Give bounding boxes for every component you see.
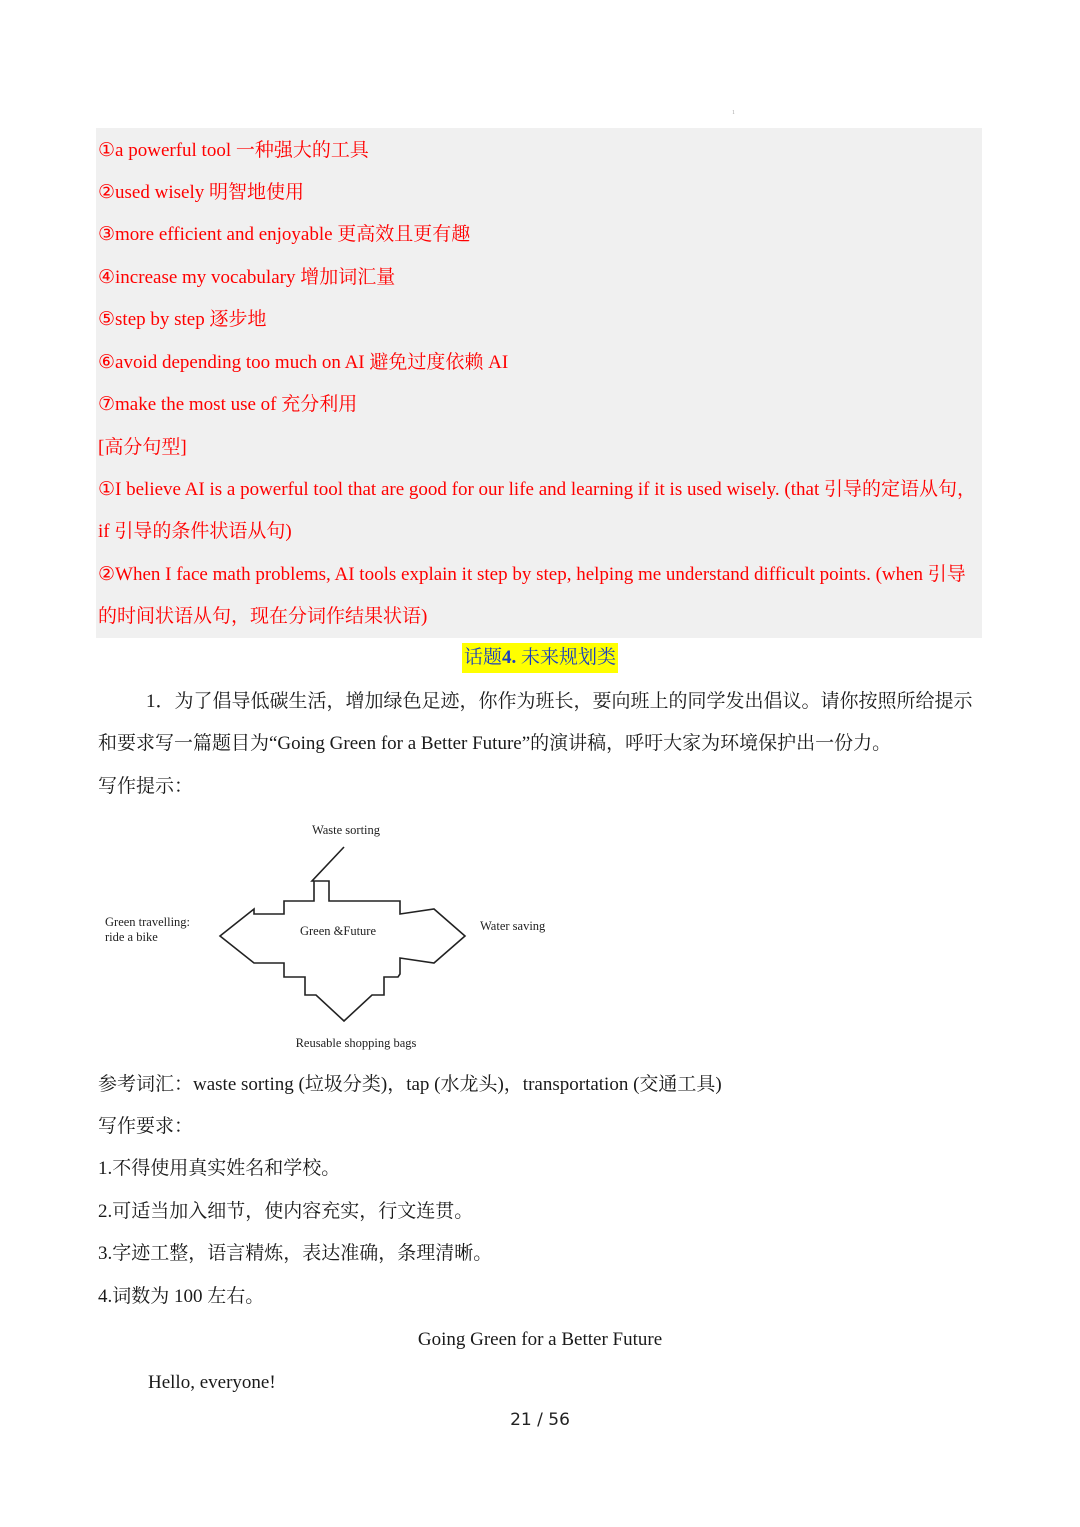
topic-name: 未来规划类 <box>521 647 617 668</box>
label-reusable-bags: Reusable shopping bags <box>295 1036 417 1050</box>
topic-heading-row <box>0 643 1080 673</box>
phrase-item: ③more efficient and enjoyable 更高效且更有趣 <box>98 224 471 245</box>
phrase-item: ⑤step by step 逐步地 <box>98 309 267 330</box>
requirement-item: 2.可适当加入细节，使内容充实，行文连贯。 <box>98 1201 474 1222</box>
sentence-1-line-2: if 引导的条件状语从句) <box>98 521 292 542</box>
essay-greeting: Hello, everyone! <box>148 1372 276 1393</box>
topic-prefix: 话题 <box>463 647 502 668</box>
sentence-1-line-1: ①I believe AI is a powerful tool that are good for our life and learning if it is used wisely. (that 引导的定语从句， <box>98 479 976 500</box>
topic-heading <box>462 643 618 673</box>
label-water-saving: Water saving <box>480 919 546 933</box>
task-line-2: 和要求写一篇题目为“Going Green for a Better Future”的演讲稿，呼吁大家为环境保护出一份力。 <box>98 733 892 754</box>
sentence-2-line-2: 的时间状语从句，现在分词作结果状语) <box>98 606 428 627</box>
task-line-1: 1．为了倡导低碳生活，增加绿色足迹，你作为班长，要向班上的同学发出倡议。请你按照所给提示 <box>146 691 973 712</box>
phrase-item: ⑦make the most use of 充分利用 <box>98 394 358 415</box>
label-waste-sorting: Waste sorting <box>311 823 381 837</box>
header-mark: 1 <box>732 110 735 116</box>
sentence-2-line-1: ②When I face math problems, AI tools explain it step by step, helping me understand difficult points. (when 引导 <box>98 564 966 585</box>
phrase-item: ②used wisely 明智地使用 <box>98 182 304 203</box>
essay-title: Going Green for a Better Future <box>417 1329 663 1350</box>
phrase-item: ①a powerful tool 一种强大的工具 <box>98 140 369 161</box>
requirement-item: 3.字迹工整，语言精炼，表达准确，条理清晰。 <box>98 1243 493 1264</box>
high-score-heading: [高分句型] <box>98 437 187 458</box>
requirements-label: 写作要求： <box>98 1116 194 1137</box>
requirement-item: 4.词数为 100 左右。 <box>98 1286 265 1307</box>
topic-number: 4. <box>502 647 517 668</box>
requirement-item: 1.不得使用真实姓名和学校。 <box>98 1158 341 1179</box>
green-future-diagram <box>98 815 578 1060</box>
phrase-item: ⑥avoid depending too much on AI 避免过度依赖 AI <box>98 352 509 373</box>
page-number: 21 / 56 <box>510 1410 570 1430</box>
hint-label: 写作提示： <box>98 776 194 797</box>
phrase-item: ④increase my vocabulary 增加词汇量 <box>98 267 396 288</box>
vocab-line: 参考词汇：waste sorting (垃圾分类)，tap (水龙头)，transportation (交通工具) <box>98 1074 722 1095</box>
label-center: Green &Future <box>299 924 377 938</box>
label-green-travelling: Green travelling: <box>105 915 191 929</box>
label-ride-a-bike: ride a bike <box>105 930 158 944</box>
